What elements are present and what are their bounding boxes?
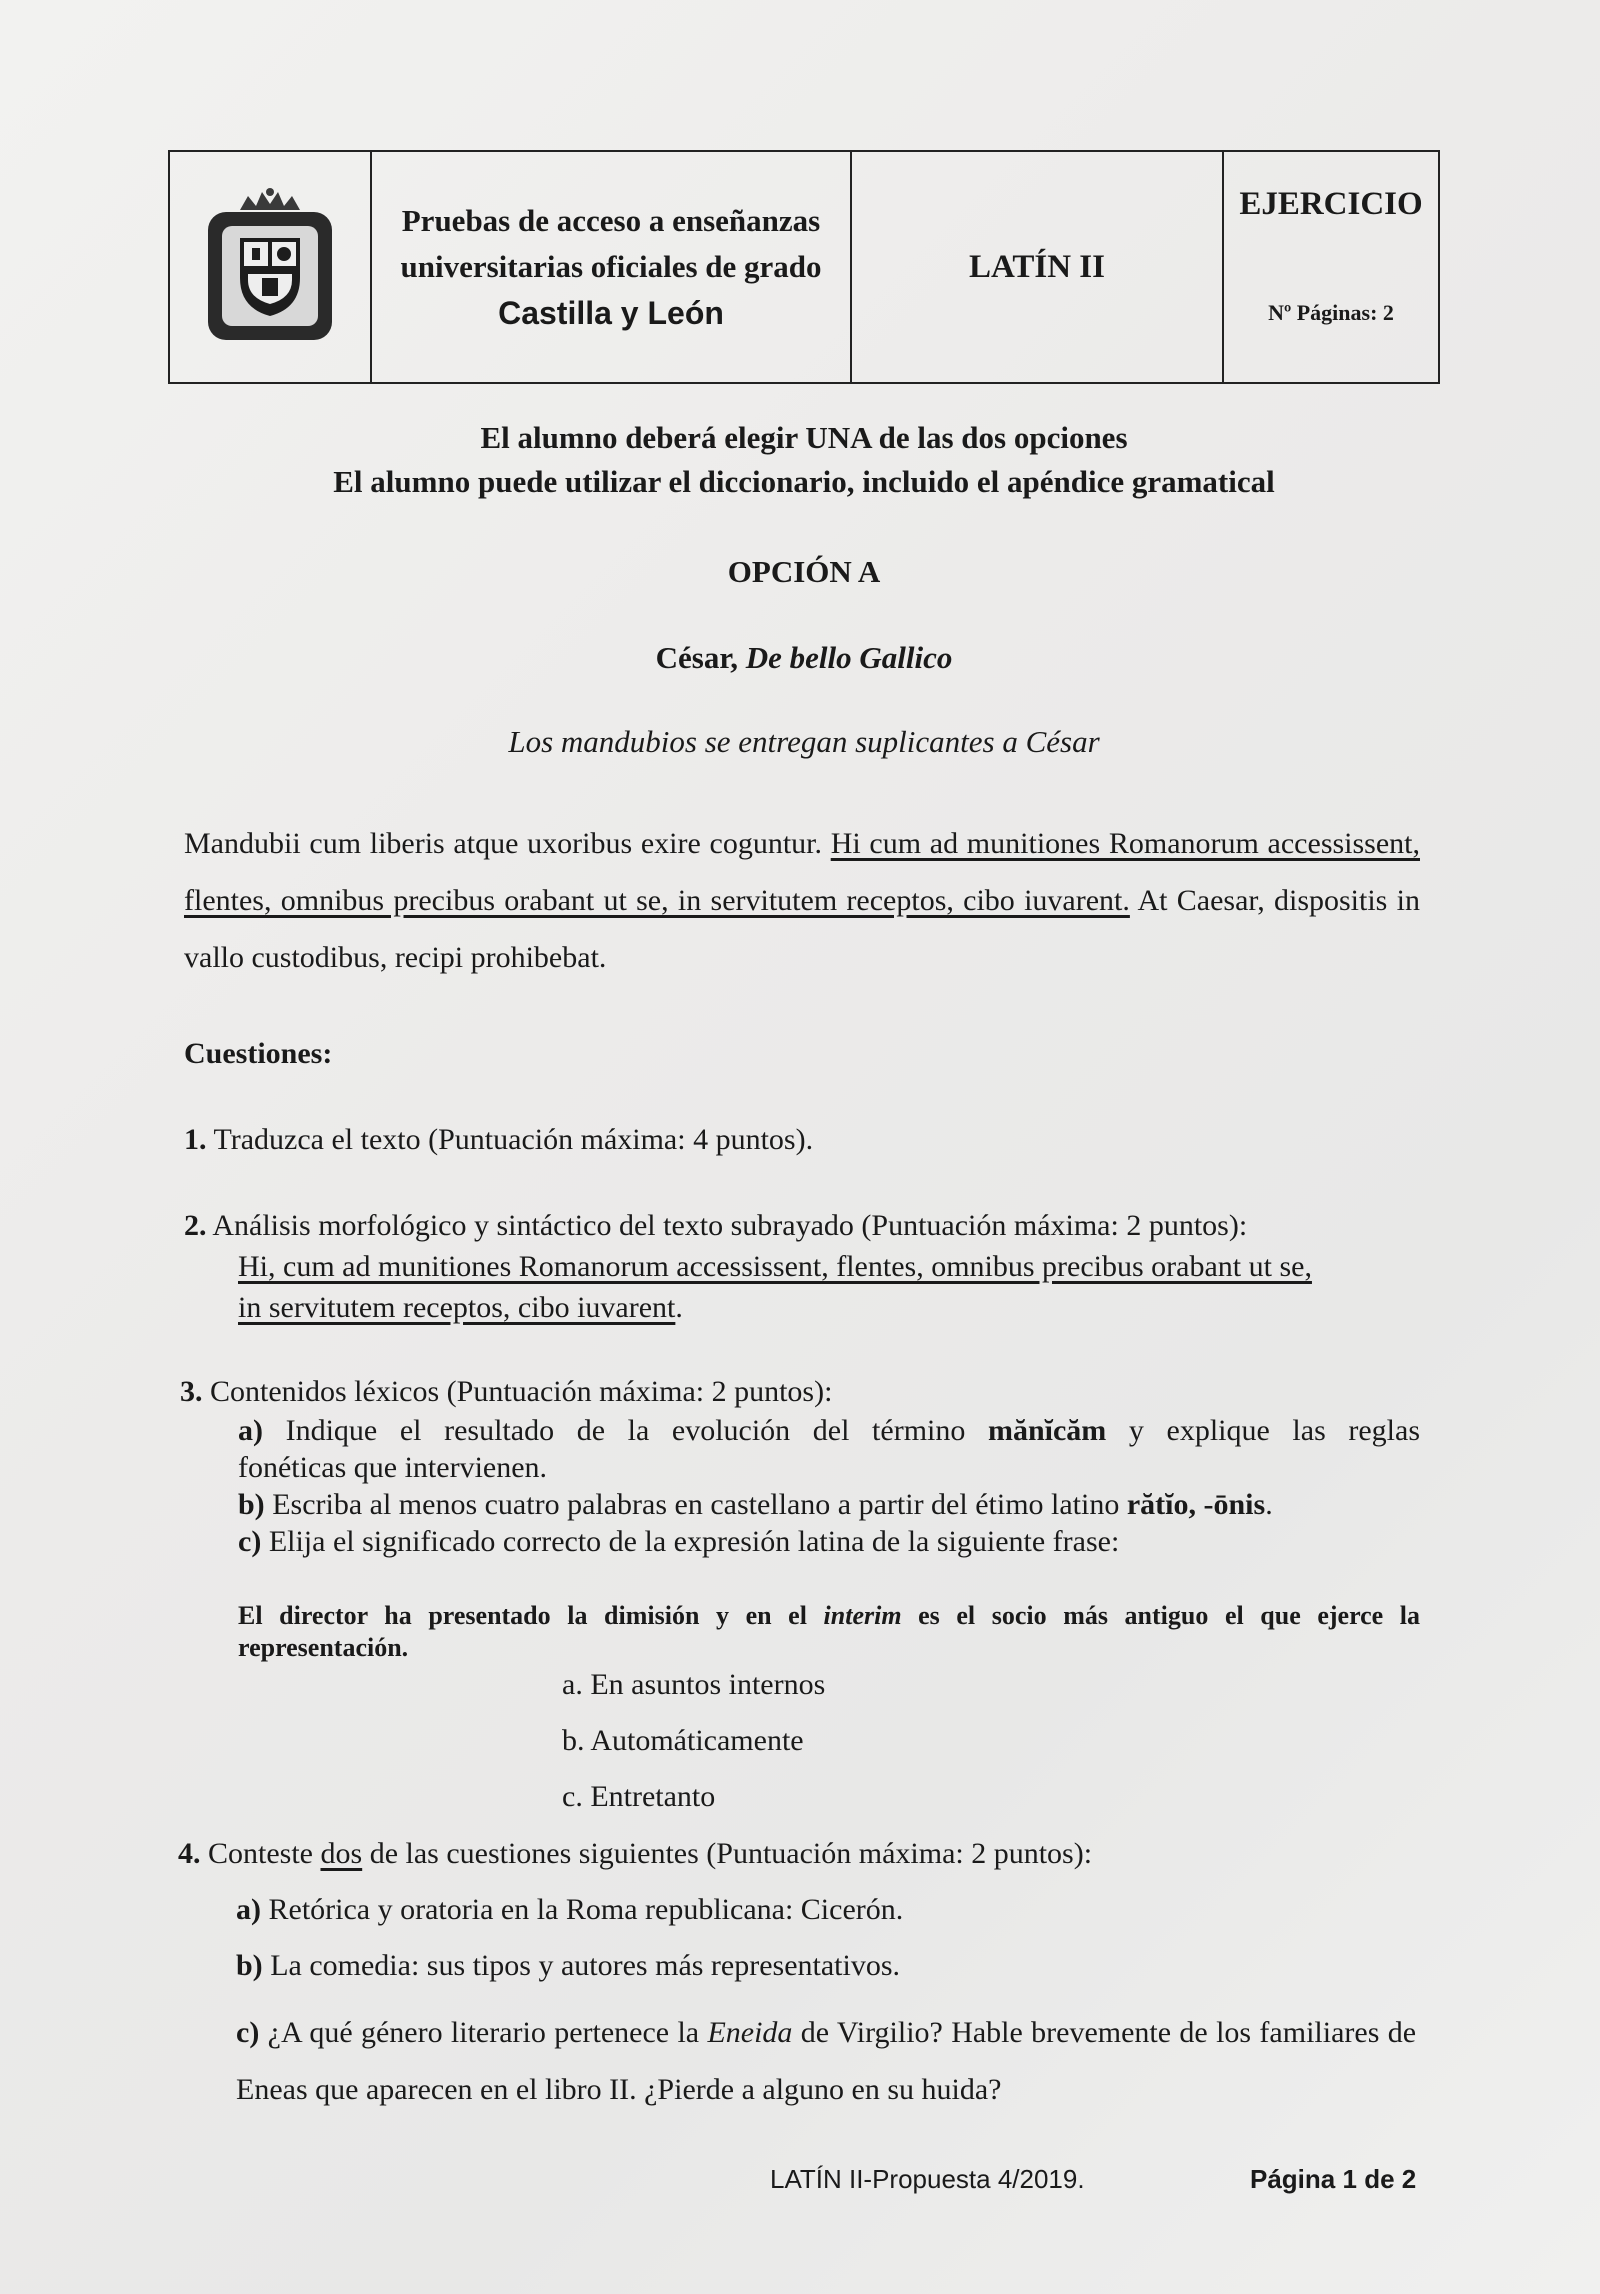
university-seal-logo [200,182,340,352]
author-line [168,640,1440,676]
question-4a-label: a) [236,1893,261,1926]
question-2-period: . [675,1291,683,1324]
question-1 [184,1122,813,1158]
text-subtitle: Los mandubios se entregan suplicantes a César [508,724,1100,759]
question-2 [184,1208,1247,1244]
question-3a-term: mănĭcăm [987,1414,1107,1447]
question-3a-text-2: y explique las reglas [1128,1414,1420,1447]
question-3-text: Contenidos léxicos (Puntuación máxima: 2 puntos): [210,1375,833,1408]
title-line-2: universitarias oficiales de grado [400,249,822,284]
footer-page-current: 1 [1342,2164,1357,2194]
page-count: Nº Páginas: 2 [1268,300,1394,325]
latin-text-part1: Mandubii cum liberis atque uxoribus exire coguntur. [184,827,822,860]
logo-cell [170,152,372,382]
example-sentence-line-2: representación. [238,1633,409,1662]
choice-c: c. Entretanto [562,1780,716,1813]
question-4c [236,2004,1416,2118]
question-3 [180,1374,832,1410]
example-sentence-part-2: es el socio más antiguo el que ejerce la [918,1601,1421,1630]
option-title: OPCIÓN A [727,554,881,589]
question-3-number: 3. [180,1375,203,1408]
author-name: César, [655,640,738,675]
question-3c-label: c) [238,1525,262,1558]
choice-b: b. Automáticamente [562,1724,804,1757]
question-4-dos: dos [320,1837,363,1870]
question-4a [236,1892,903,1928]
question-3c-text: Elija el significado correcto de la expresión latina de la siguiente frase: [268,1525,1120,1558]
work-title: De bello Gallico [745,640,953,675]
question-3b-text: Escriba al menos cuatro palabras en castellano a partir del étimo latino [272,1488,1120,1521]
instruction-line-1: El alumno deberá elegir UNA de las dos opciones [480,420,1128,455]
question-4-number: 4. [178,1837,201,1870]
question-3a-line-2: fonéticas que intervienen. [238,1451,548,1484]
exercise-label: EJERCICIO [1239,186,1423,222]
question-3b [238,1487,1273,1523]
title-region: Castilla y León [498,295,724,331]
question-4b-label: b) [236,1949,263,1982]
header-table [168,150,1440,384]
footer-page-of: de [1364,2164,1395,2194]
question-4b-text: La comedia: sus tipos y autores más representativos. [270,1949,901,1982]
title-line-1: Pruebas de acceso a enseñanzas [401,203,821,238]
question-3a-line-1 [238,1413,1420,1449]
question-2-latin-2: in servitutem receptos, cibo iuvarent [238,1291,676,1324]
question-3a-text-1: Indique el resultado de la evolución del término [285,1414,966,1447]
latin-text-part2: At Caesar, dispositis in vallo custodibus, recipi prohibebat. [184,884,1420,974]
question-4c-work: Eneida [707,2016,793,2049]
question-2-number: 2. [184,1209,207,1242]
question-2-line-2 [238,1290,683,1326]
question-3c [238,1524,1119,1560]
footer-page-label: Página [1250,2164,1336,2194]
question-4-pre: Conteste [208,1837,313,1870]
question-1-number: 1. [184,1123,207,1156]
subject-cell [852,152,1224,382]
example-sentence-line-1 [238,1600,1420,1632]
title-cell [372,152,852,382]
question-4-post: de las cuestiones siguientes (Puntuación máxima: 2 puntos): [369,1837,1093,1870]
question-3b-term: rătĭo, -ōnis [1126,1488,1266,1521]
question-1-text: Traduzca el texto (Puntuación máxima: 4 puntos). [213,1123,814,1156]
question-2-latin-1: Hi, cum ad munitiones Romanorum accessissent, flentes, omnibus precibus orabant ut se, [238,1250,1312,1283]
question-4b [236,1948,900,1984]
question-3a-label: a) [238,1414,263,1447]
latin-text [184,815,1420,986]
exercise-cell [1224,152,1438,382]
question-2-line-1 [238,1249,1312,1285]
example-sentence-term: interim [823,1601,902,1630]
latin-text-underlined: Hi cum ad munitiones Romanorum accessissent, flentes, omnibus precibus orabant ut se, in servitutem receptos, cibo iuvarent. [184,827,1420,917]
question-2-text: Análisis morfológico y sintáctico del texto subrayado (Puntuación máxima: 2 puntos): [212,1209,1248,1242]
question-4 [178,1836,1092,1872]
example-sentence-part-1: El director ha presentado la dimisión y en el [238,1601,807,1630]
footer-page-number [1250,2164,1416,2195]
question-3b-period: . [1265,1488,1273,1521]
subject-name: LATÍN II [968,248,1105,285]
choice-a: a. En asuntos internos [562,1668,826,1701]
footer-proposal: LATÍN II-Propuesta 4/2019. [770,2164,1085,2194]
instruction-line-2: El alumno puede utilizar el diccionario, incluido el apéndice gramatical [333,464,1275,499]
question-4a-text: Retórica y oratoria en la Roma republicana: Cicerón. [268,1893,904,1926]
questions-heading: Cuestiones: [184,1037,333,1070]
question-4c-pre: ¿A qué género literario pertenece la [267,2016,700,2049]
question-4c-post: de Virgilio? Hable brevemente de los familiares de Eneas que aparecen en el libro II. ¿Pierde a alguno en su huida? [236,2016,1417,2106]
footer-page-total: 2 [1401,2164,1417,2194]
question-3b-label: b) [238,1488,265,1521]
question-4c-label: c) [236,2016,260,2049]
